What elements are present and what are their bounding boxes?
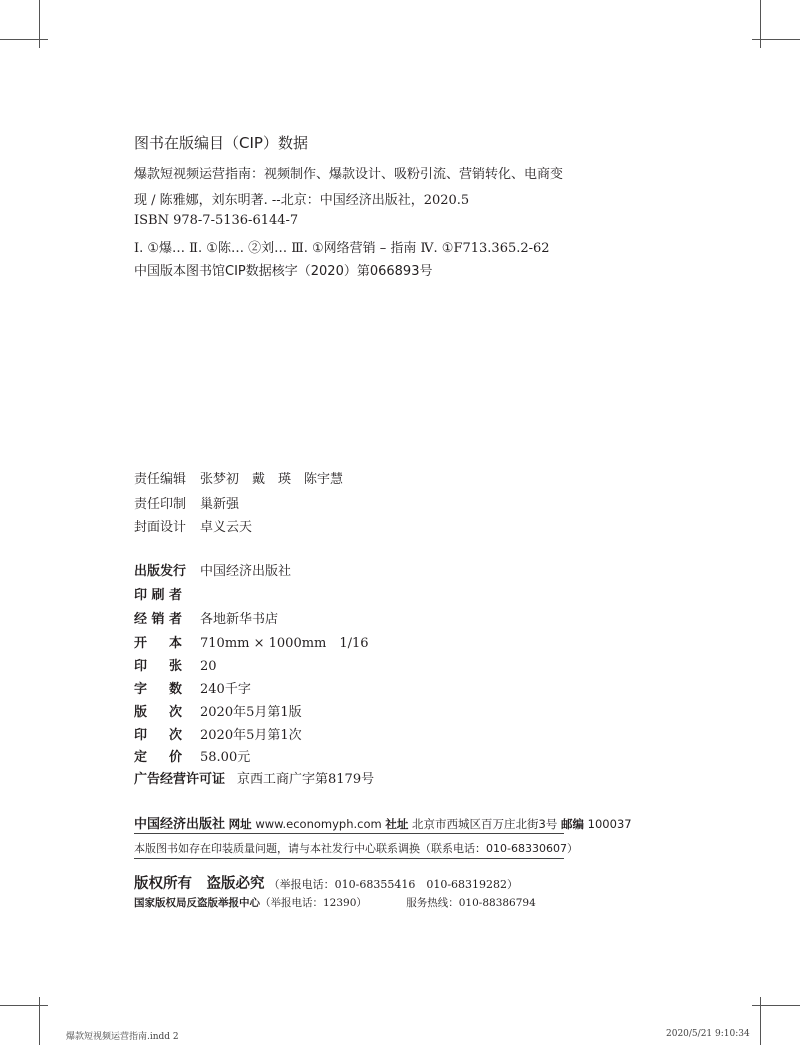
quality-notice: 本版图书如存在印装质量问题，请与本社发行中心联系调换（联系电话：010-68330607） [134, 842, 578, 855]
crop-mark-top-right-h [752, 39, 800, 40]
staff-row-editor [134, 468, 343, 487]
zip-label: 邮编 [561, 817, 585, 831]
cip-record-number: 中国版本图书馆CIP数据核字（2020）第066893号 [134, 264, 433, 279]
pub-label: 定价 [134, 750, 182, 765]
cip-line-1: 爆款短视频运营指南：视频制作、爆款设计、吸粉引流、营销转化、电商变 [134, 167, 564, 182]
staff-label: 责任编辑 [134, 472, 187, 487]
pub-value: 20 [200, 659, 217, 674]
pub-row-ad-license [134, 768, 374, 787]
pub-row-price [134, 746, 250, 765]
pub-label: 出版发行 [134, 564, 187, 579]
pub-row-format [134, 632, 369, 651]
pub-label: 字数 [134, 682, 182, 697]
service-hotline: 服务热线：010-88386794 [406, 897, 536, 909]
slug-timestamp: 2020/5/21 9:10:34 [666, 1029, 750, 1039]
footer-rule-top [134, 833, 564, 834]
slug-filename: 爆款短视频运营指南.indd 2 [66, 1032, 179, 1042]
staff-row-cover [134, 516, 252, 535]
pub-row-printer [134, 584, 200, 603]
pub-label: 广告经营许可证 [134, 772, 226, 787]
crop-mark-bottom-left-h [0, 1005, 48, 1006]
staff-value: 巢新强 [200, 497, 240, 512]
crop-mark-top-left-h [0, 39, 48, 40]
zip-value: 100037 [587, 817, 632, 831]
crop-mark-top-right-v [760, 0, 761, 48]
antipiracy-phone: （举报电话：12390） [260, 897, 367, 909]
staff-row-printing [134, 493, 239, 512]
crop-mark-bottom-right-h [752, 1005, 800, 1006]
pub-label: 印张 [134, 659, 182, 674]
pub-value: 240千字 [200, 682, 251, 697]
pub-label: 印刷者 [134, 588, 182, 603]
address-label: 社址 [385, 817, 409, 831]
antipiracy-line [134, 895, 536, 910]
pub-value: 各地新华书店 [200, 612, 279, 627]
cip-line-2: 现 / 陈雅娜，刘东明著. --北京：中国经济出版社，2020.5 [134, 193, 470, 208]
pub-value: 2020年5月第1次 [200, 728, 302, 743]
footer-rule-bottom [134, 858, 564, 859]
pub-row-printing [134, 724, 302, 743]
copyright-phones: （举报电话：010-68355416 010-68319282） [268, 878, 519, 891]
staff-value: 张梦初 戴 瑛 陈宇慧 [200, 472, 344, 487]
crop-mark-top-left-v [39, 0, 40, 48]
antipiracy-center: 国家版权局反盗版举报中心 [134, 897, 260, 909]
pub-value: 58.00元 [200, 750, 251, 765]
address-value: 北京市西城区百万庄北街3号 [412, 817, 558, 831]
pub-value: 710mm × 1000mm 1/16 [200, 636, 369, 651]
pub-value: 中国经济出版社 [200, 564, 292, 579]
cip-classification: Ⅰ. ①爆… Ⅱ. ①陈… ②刘… Ⅲ. ①网络营销 – 指南 Ⅳ. ①F713.365.2-62 [134, 241, 550, 256]
cip-title: 图书在版编目（CIP）数据 [134, 134, 308, 152]
staff-value: 卓义云天 [200, 520, 253, 535]
pub-row-distributor [134, 608, 278, 627]
website-value: www.economyph.com [255, 817, 382, 831]
staff-label: 封面设计 [134, 520, 187, 535]
pub-label: 印次 [134, 728, 182, 743]
pub-row-edition [134, 701, 302, 720]
staff-label: 责任印制 [134, 497, 187, 512]
pub-row-wordcount [134, 678, 251, 697]
publisher-contact-line [134, 813, 632, 832]
copyright-line [134, 872, 518, 893]
pub-value: 京西工商广字第8179号 [237, 772, 375, 787]
pub-label: 版次 [134, 705, 182, 720]
pub-row-publisher [134, 560, 291, 579]
pub-value: 2020年5月第1版 [200, 705, 302, 720]
cip-isbn: ISBN 978-7-5136-6144-7 [134, 213, 299, 228]
copyright-notice: 版权所有 盗版必究 [134, 875, 265, 892]
publisher-name: 中国经济出版社 [134, 817, 226, 832]
website-label: 网址 [228, 817, 252, 831]
pub-row-sheets [134, 655, 217, 674]
pub-label: 经销者 [134, 612, 182, 627]
pub-label: 开本 [134, 636, 182, 651]
